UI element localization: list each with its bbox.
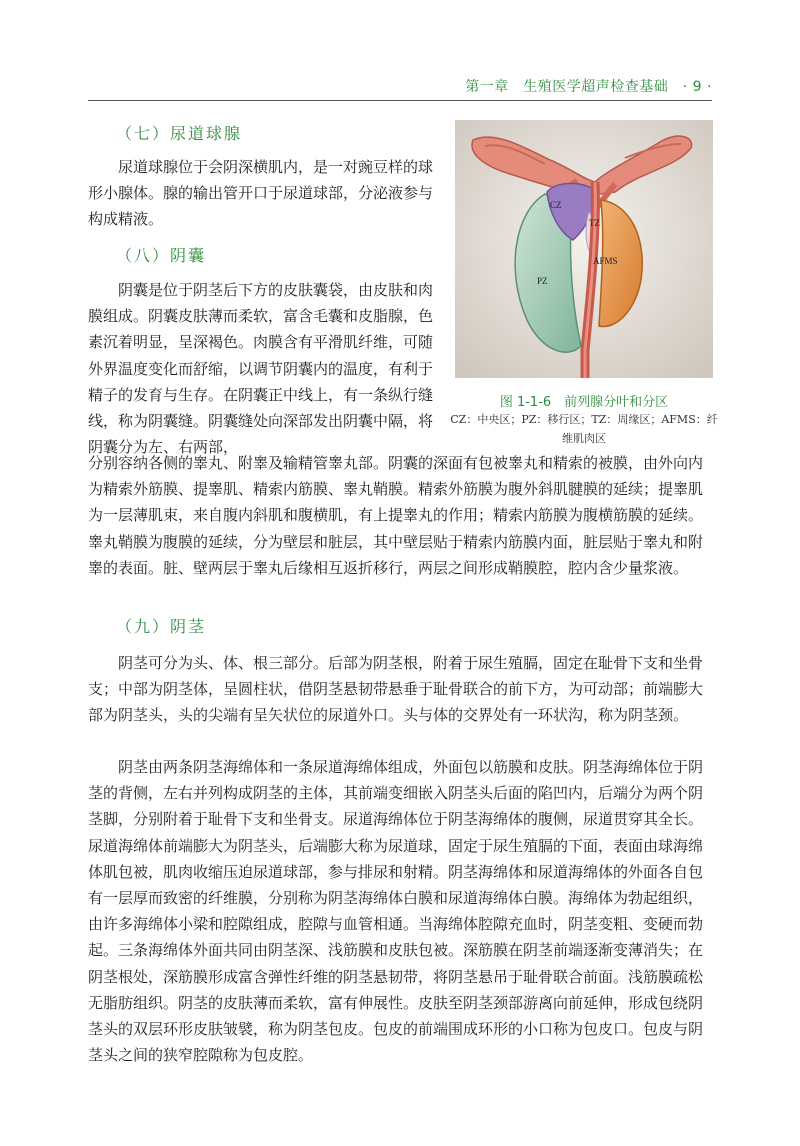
running-header: 第一章 生殖医学超声检查基础 · 9 · [465, 79, 712, 95]
section-heading-penis: （九）阴茎 [116, 617, 207, 636]
label-afms: AFMS [593, 256, 618, 266]
paragraph-scrotum-part1: 阴囊是位于阴茎后下方的皮肤囊袋，由皮肤和肉膜组成。阴囊皮肤薄而柔软，富含毛囊和皮脂腺，色素沉着明显，呈深褐色。肉膜含有平滑肌纤维，可随外界温度变化而舒缩，以调节阴囊内的温度，有利于精子的发育与生存。在阴囊正中线上，有一条纵行缝线，称为阴囊缝。阴囊缝处向深部发出阴囊中隔，将阴囊分为左、右两部， [88, 281, 434, 457]
label-tz: TZ [589, 218, 600, 228]
paragraph-scrotum-part2: 分别容纳各侧的睾丸、附睾及输精管睾丸部。阴囊的深面有包被睾丸和精索的被膜，由外向内为精索外筋膜、提睾肌、精索内筋膜、睾丸鞘膜。精索外筋膜为腹外斜肌腱膜的延续；提睾肌为一层薄肌束，来自腹内斜肌和腹横肌，有上提睾丸的作用；精索内筋膜为腹横筋膜的延续。睾丸鞘膜为腹膜的延续，分为壁层和脏层，其中壁层贴于精索内筋膜内面，脏层贴于睾丸和附睾的表面。脏、壁两层于睾丸后缘相互返折移行，两层之间形成鞘膜腔，腔内含少量浆液。 [88, 454, 704, 577]
prostate-zones-illustration [455, 120, 713, 378]
label-pz: PZ [537, 276, 548, 286]
paragraph-penis-structure: 阴茎由两条阴茎海绵体和一条尿道海绵体组成，外面包以筋膜和皮肤。阴茎海绵体位于阴茎的背侧，左右并列构成阴茎的主体，其前端变细嵌入阴茎头后面的陷凹内，后端分为两个阴茎脚，分别附着于耻骨下支和坐骨支。尿道海绵体位于阴茎海绵体的腹侧，尿道贯穿其全长。尿道海绵体前端膨大为阴茎头，后端膨大称为尿道球，固定于尿生殖膈的下面，表面由球海绵体肌包被，肌肉收缩压迫尿道球部，参与排尿和射精。阴茎海绵体和尿道海绵体的外面各自包有一层厚而致密的纤维膜，分别称为阴茎海绵体白膜和尿道海绵体白膜。海绵体为勃起组织，由许多海绵体小梁和腔隙组成，腔隙与血管相通。当海绵体腔隙充血时，阴茎变粗、变硬而勃起。三条海绵体外面共同由阴茎深、浅筋膜和皮肤包被。深筋膜在阴茎前端逐渐变薄消失；在阴茎根处，深筋膜形成富含弹性纤维的阴茎悬韧带，将阴茎悬吊于耻骨联合前面。浅筋膜疏松无脂肪组织。阴茎的皮肤薄而柔软，富有伸展性。皮肤至阴茎颈部游离向前延伸，形成包绕阴茎头的双层环形皮肤皱襞，称为阴茎包皮。包皮的前端围成环形的小口称为包皮口。包皮与阴茎头之间的狭窄腔隙称为包皮腔。 [88, 758, 704, 1065]
prostate-diagram [455, 120, 713, 378]
paragraph-bulbourethral-gland: 尿道球腺位于会阴深横肌内，是一对豌豆样的球形小腺体。腺的输出管开口于尿道球部，分泌液参与构成精液。 [88, 158, 434, 229]
section-heading-scrotum: （八）阴囊 [116, 246, 207, 265]
page-header [88, 74, 712, 101]
label-cz: CZ [550, 200, 562, 210]
section-heading-bulbourethral-gland: （七）尿道球腺 [116, 124, 243, 143]
figure-caption-note: CZ：中央区；PZ：移行区；TZ：周缘区；AFMS：纤维肌肉区 [450, 413, 718, 445]
figure-caption-title: 图 1-1-6 前列腺分叶和分区 [499, 395, 669, 410]
paragraph-penis-parts: 阴茎可分为头、体、根三部分。后部为阴茎根，附着于尿生殖膈，固定在耻骨下支和坐骨支；中部为阴茎体，呈圆柱状，借阴茎悬韧带悬垂于耻骨联合的前下方，为可动部；前端膨大部为阴茎头，头的尖端有呈矢状位的尿道外口。头与体的交界处有一环状沟，称为阴茎颈。 [88, 654, 704, 725]
